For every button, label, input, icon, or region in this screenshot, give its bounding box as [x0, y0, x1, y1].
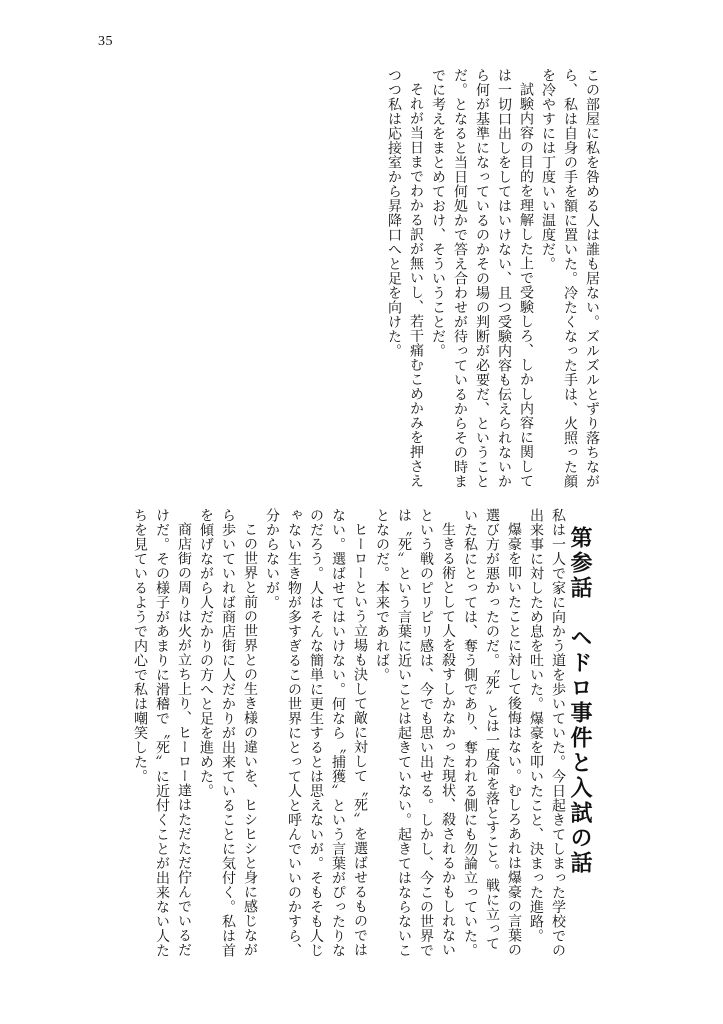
- paragraph: 試験内容の目的を理解した上で受験しろ、しかし内容に関しては一切口出しをしてはいけない、且つ受験内容も伝えられないから何が基準になっているのかその場の判断が必要だ、ということだ。となると当日何処かで答え合わせが待っているからその時までに考えをまとめておけ、そういうことだ。: [430, 68, 534, 489]
- paragraph: この部屋に私を咎める人は誰も居ない。ズルズルとずり落ちながら、私は自身の手を額に置いた。冷たくなった手は、火照った顔を冷やすには丁度いい温度だ。: [540, 68, 600, 489]
- lower-text-block: [119, 508, 605, 963]
- paragraph: 生きる術として人を殺すしかなかった現状、殺されるかもしれないという戦のピリピリ感は、今でも思い出せる。しかし、今この世界では〝死〟という言葉に近いことは起きていない。起きてはならないことなのだ。本来であれば。: [374, 508, 456, 958]
- chapter-title: 第参話 ヘドロ事件と入試の話: [567, 526, 593, 876]
- paragraph: 爆豪を叩いたことに対して後悔はない。むしろあれは爆豪の言葉の選び方が悪かったのだ。〝死〟とは一度命を落とすこと。戦に立っていた私にとっては、奪う側であり、奪われる側にも勿論立っていた。: [462, 508, 522, 958]
- paragraph: 私は一人で家に向かう道を歩いていた。今日起きてしまった学校での出来事に対しため息を吐いた。爆豪を叩いたこと、決まった進路。: [528, 508, 566, 958]
- paragraph: それが当日までわかる訳が無いし、若干痛むこめかみを押さえつつ私は応接室から昇降口へと足を向けた。: [386, 68, 424, 488]
- paragraph: ヒーローという立場も決して敵に対して〝死〟を選ばせるものではない。選ばせてはいけない。何なら〝捕獲〟という言葉がぴったりなのだろう。人はそんな簡単に更生するとは思えないが。そもそも人じゃない生き物が多すぎるこの世界にとって人と呼んでいいのかすら、分からないが。: [264, 508, 368, 958]
- paragraph: 商店街の周りは火が立ち上り、ヒーロー達はただただ佇んでいるだけだ。その様子があまりに滑稽で〝死〟に近付くことが出来ない人たちを見ているようで内心で私は嘲笑した。: [132, 508, 192, 958]
- page-number: 35: [98, 34, 113, 49]
- upper-text-block: [353, 68, 603, 498]
- paragraph: この世界と前の世界との生き様の違いを、ヒシヒシと身に感じながら歩いていれば商店街に人だかりが出来ていることに気付く。私は首を傾げながら人だかりの方へと足を進めた。: [198, 508, 258, 958]
